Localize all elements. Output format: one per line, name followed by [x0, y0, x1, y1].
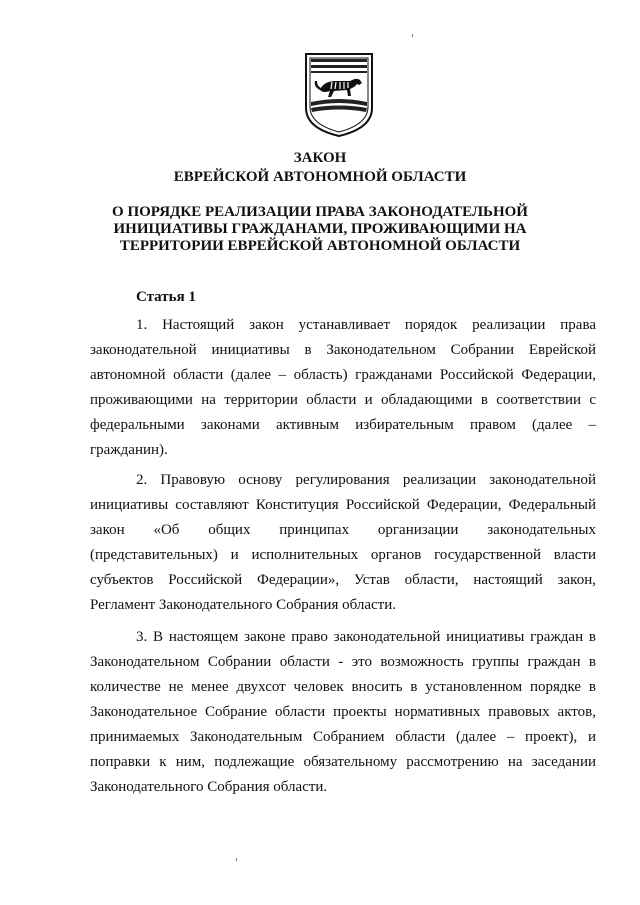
scan-speck — [236, 858, 237, 861]
scan-speck — [412, 34, 413, 37]
region-heading: ЕВРЕЙСКОЙ АВТОНОМНОЙ ОБЛАСТИ — [173, 169, 467, 185]
law-title-line: ТЕРРИТОРИИ ЕВРЕЙСКОЙ АВТОНОМНОЙ ОБЛАСТИ — [119, 238, 521, 254]
article-title: Статья 1 — [136, 289, 196, 305]
coat-of-arms-emblem — [302, 50, 376, 138]
article-paragraph-1: 1. Настоящий закон устанавливает порядок реализации права законодательной инициативы в Законодательном Собрании Еврейской автономной области (далее – область) гражданами Российской Федерации, проживающими на территории области и обладающими в соответствии с федеральными законами активным избирательным правом (далее – гражданин). — [90, 317, 596, 458]
law-title-line: ИНИЦИАТИВЫ ГРАЖДАНАМИ, ПРОЖИВАЮЩИМИ НА — [113, 221, 527, 237]
article-paragraph-2: 2. Правовую основу регулирования реализации законодательной инициативы составляют Конституция Российской Федерации, Федеральный закон «Об общих принципах организации законодательных (представительных) и исполнительных органов государственной власти субъектов Российской Федерации», Устав области, настоящий закон, Регламент Законодательного Собрания области. — [90, 472, 596, 613]
law-title-line: О ПОРЯДКЕ РЕАЛИЗАЦИИ ПРАВА ЗАКОНОДАТЕЛЬНОЙ — [112, 204, 528, 220]
tiger-emblem-icon — [302, 50, 376, 138]
article-paragraph-3: 3. В настоящем законе право законодательной инициативы граждан в Законодательном Собрании области - это возможность группы граждан в количестве не менее двухсот человек вносить в установленном порядке в Законодательное Собрание области проекты нормативных правовых актов, принимаемых Законодательным Собранием области (далее – проект), и поправки к ним, подлежащие обязательному рассмотрению на заседании Законодательного Собрания области. — [90, 629, 596, 795]
law-kind-heading: ЗАКОН — [293, 150, 347, 166]
law-title — [0, 204, 640, 255]
